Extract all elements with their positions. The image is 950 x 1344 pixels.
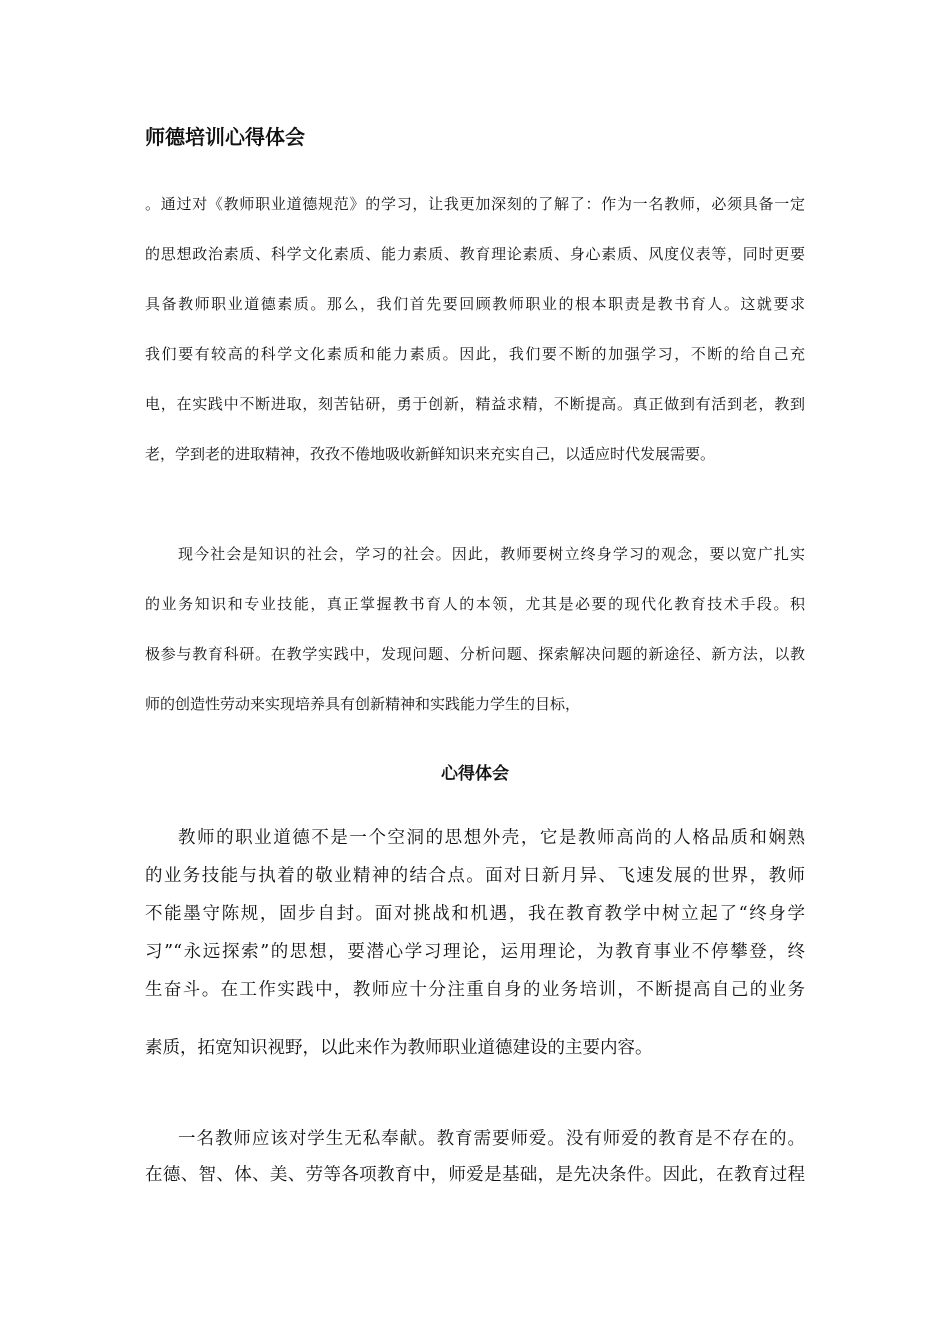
paragraph-line: 在德、智、体、美、劳等各项教育中，师爱是基础，是先决条件。因此，在教育过程 <box>145 1165 805 1185</box>
paragraph-line: 的业务技能与执着的敬业精神的结合点。面对日新月异、飞速发展的世界，教师 <box>145 866 805 886</box>
paragraph-line: 老，学到老的进取精神，孜孜不倦地吸收新鲜知识来充实自己，以适应时代发展需要。 <box>145 445 716 463</box>
paragraph-line: 现今社会是知识的社会，学习的社会。因此，教师要树立终身学习的观念，要以宽广扎实 <box>178 545 805 563</box>
paragraph-line: 一名教师应该对学生无私奉献。教育需要师爱。没有师爱的教育是不存在的。 <box>178 1129 805 1149</box>
section-title: 心得体会 <box>441 764 509 784</box>
paragraph-line: 的思想政治素质、科学文化素质、能力素质、教育理论素质、身心素质、风度仪表等，同时更要 <box>145 245 805 263</box>
paragraph-line: 具备教师职业道德素质。那么，我们首先要回顾教师职业的根本职责是教书育人。这就要求 <box>145 295 805 313</box>
paragraph-line: 。通过对《教师职业道德规范》的学习，让我更加深刻的了解了：作为一名教师，必须具备一定 <box>145 195 805 213</box>
document-title: 师德培训心得体会 <box>145 125 305 149</box>
paragraph-line: 的业务知识和专业技能，真正掌握教书育人的本领，尤其是必要的现代化教育技术手段。积 <box>145 595 805 613</box>
paragraph-line: 教师的职业道德不是一个空洞的思想外壳，它是教师高尚的人格品质和娴熟 <box>178 828 805 848</box>
paragraph-line: 电，在实践中不断进取，刻苦钻研，勇于创新，精益求精，不断提高。真正做到有活到老，教到 <box>145 395 805 413</box>
paragraph-line: 我们要有较高的科学文化素质和能力素质。因此，我们要不断的加强学习，不断的给自己充 <box>145 345 805 363</box>
paragraph-line: 不能墨守陈规，固步自封。面对挑战和机遇，我在教育教学中树立起了“终身学 <box>145 904 805 924</box>
paragraph-line: 生奋斗。在工作实践中，教师应十分注重自身的业务培训，不断提高自己的业务 <box>145 980 805 1000</box>
paragraph-line: 极参与教育科研。在教学实践中，发现问题、分析问题、探索解决问题的新途径、新方法，以教 <box>145 645 805 663</box>
paragraph-line: 习”“永远探索”的思想，要潜心学习理论，运用理论，为教育事业不停攀登，终 <box>145 942 805 962</box>
paragraph-line: 素质，拓宽知识视野，以此来作为教师职业道德建设的主要内容。 <box>145 1038 653 1058</box>
paragraph-line: 师的创造性劳动来实现培养具有创新精神和实践能力学生的目标， <box>145 695 581 713</box>
